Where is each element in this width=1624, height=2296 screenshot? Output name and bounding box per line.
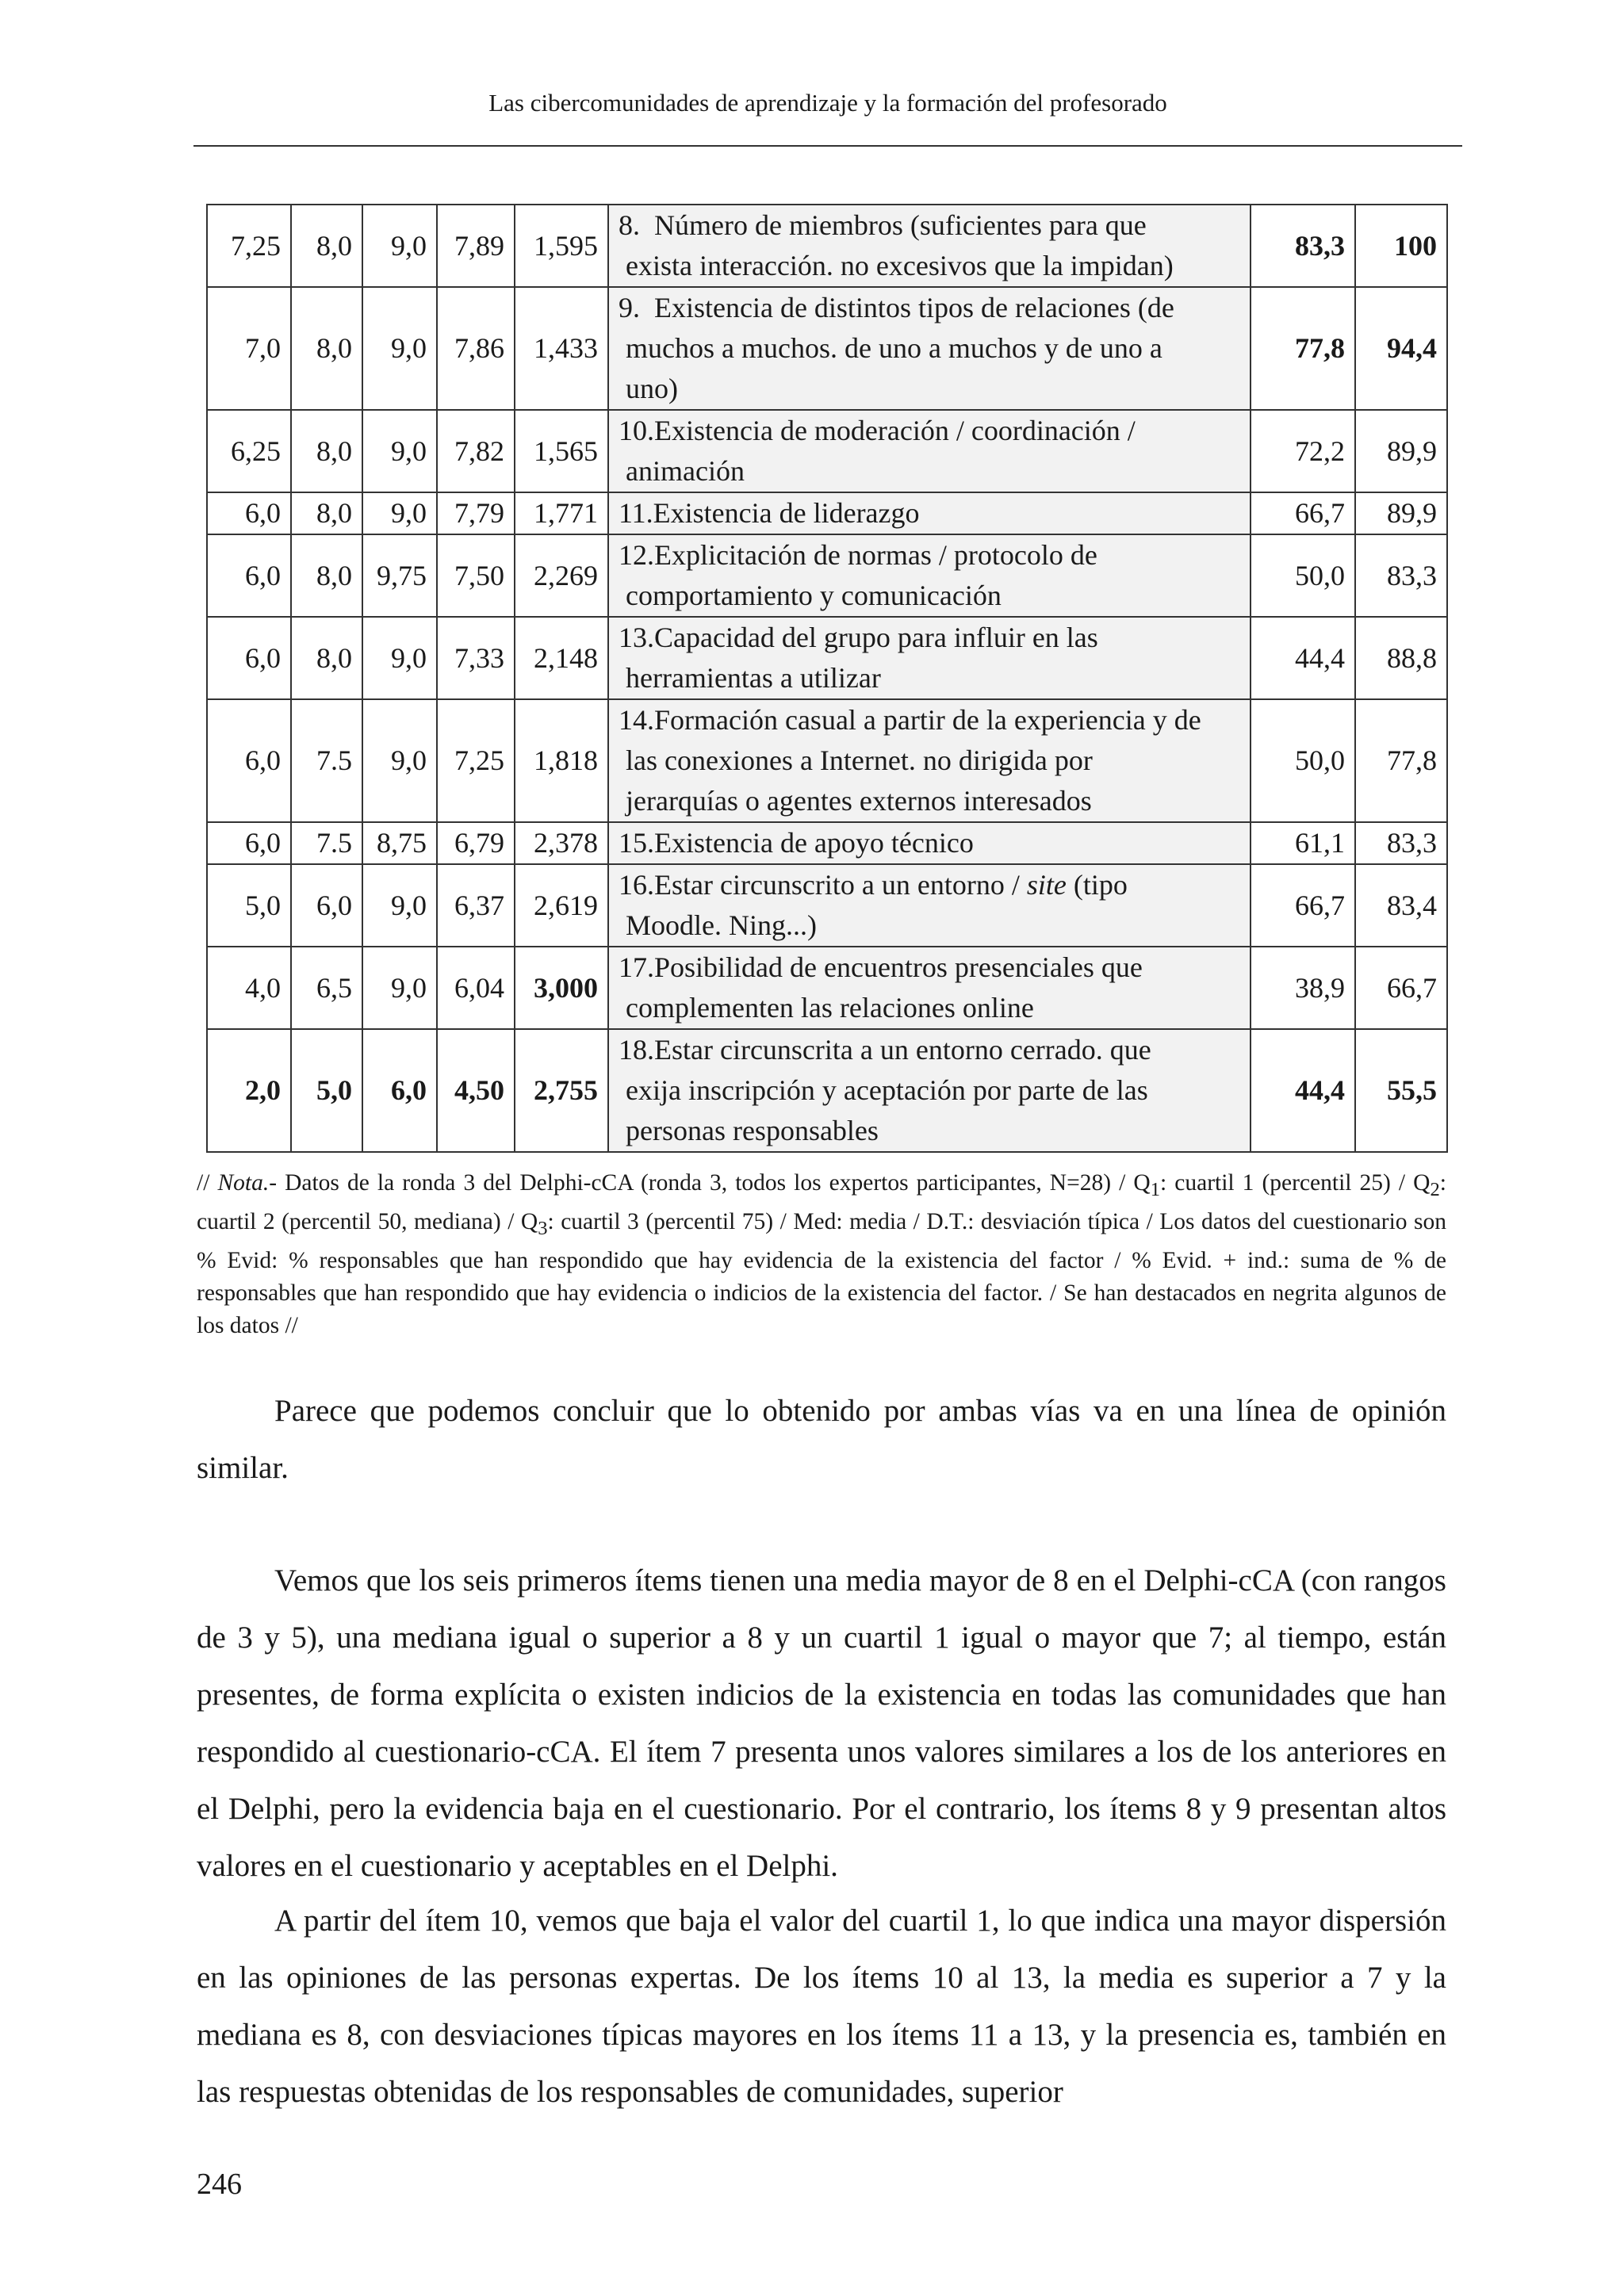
item-line: comportamiento y comunicación — [619, 580, 1002, 611]
paragraph-3: A partir del ítem 10, vemos que baja el valor del cuartil 1, lo que indica una mayor dispersión en las opiniones de las personas expertas. De los ítems 10 al 13, la media es superior a 7 y la mediana es 8, con desviaciones típicas mayores en los ítems 11 a 13, y la presencia es, también en las respuestas obtenidas de los responsables de comunidades, superior — [197, 1904, 1446, 2109]
cell-q1: 6,0 — [207, 492, 291, 534]
cell-item — [608, 1029, 1251, 1152]
item-line: 11.Existencia de liderazgo — [619, 497, 920, 529]
delphi-results-table — [206, 204, 1448, 1153]
cell-evid-ind: 89,9 — [1355, 492, 1447, 534]
cell-evid: 83,3 — [1251, 205, 1355, 287]
cell-q1: 6,0 — [207, 699, 291, 822]
cell-q1: 5,0 — [207, 864, 291, 947]
item-line: 16.Estar circunscrito a un entorno / site (tipo — [619, 869, 1128, 901]
cell-evid-ind: 83,4 — [1355, 864, 1447, 947]
cell-evid-ind: 83,3 — [1355, 534, 1447, 617]
cell-q2: 7.5 — [291, 699, 362, 822]
page-number: 246 — [197, 2168, 242, 2201]
cell-q3: 9,0 — [362, 410, 437, 492]
cell-evid: 44,4 — [1251, 1029, 1355, 1152]
cell-med: 7,25 — [437, 699, 515, 822]
cell-q2: 8,0 — [291, 534, 362, 617]
cell-q2: 8,0 — [291, 287, 362, 410]
header-rule — [193, 145, 1462, 147]
cell-evid: 66,7 — [1251, 864, 1355, 947]
cell-item — [608, 617, 1251, 699]
item-line: jerarquías o agentes externos interesados — [619, 785, 1092, 817]
table-row — [207, 410, 1447, 492]
cell-med: 7,86 — [437, 287, 515, 410]
cell-item — [608, 822, 1251, 864]
cell-evid-ind: 94,4 — [1355, 287, 1447, 410]
cell-dt: 1,771 — [515, 492, 608, 534]
paragraph-1: Parece que podemos concluir que lo obtenido por ambas vías va en una línea de opinión similar. — [197, 1394, 1446, 1485]
item-line: exista interacción. no excesivos que la impidan) — [619, 250, 1174, 281]
cell-dt: 1,818 — [515, 699, 608, 822]
cell-dt: 3,000 — [515, 947, 608, 1029]
cell-q3: 8,75 — [362, 822, 437, 864]
cell-evid-ind: 66,7 — [1355, 947, 1447, 1029]
item-line: 14.Formación casual a partir de la experiencia y de — [619, 704, 1201, 736]
cell-q1: 2,0 — [207, 1029, 291, 1152]
item-line: 18.Estar circunscrita a un entorno cerrado. que — [619, 1034, 1151, 1066]
cell-item — [608, 947, 1251, 1029]
cell-q3: 9,0 — [362, 864, 437, 947]
cell-item — [608, 534, 1251, 617]
cell-q1: 6,0 — [207, 534, 291, 617]
cell-q1: 7,0 — [207, 287, 291, 410]
cell-evid: 38,9 — [1251, 947, 1355, 1029]
item-line: 15.Existencia de apoyo técnico — [619, 827, 974, 859]
cell-q2: 6,5 — [291, 947, 362, 1029]
item-line: 17.Posibilidad de encuentros presenciales que — [619, 951, 1143, 983]
cell-dt: 1,595 — [515, 205, 608, 287]
item-line: las conexiones a Internet. no dirigida por — [619, 744, 1093, 776]
cell-item — [608, 287, 1251, 410]
item-line: 10.Existencia de moderación / coordinación / — [619, 415, 1136, 446]
table-note: // Nota.- Datos de la ronda 3 del Delphi-cCA (ronda 3, todos los expertos participantes, $N=28) / Q_1$: cuartil 1 (percentil $25) / Q_2$: cuartil 2 (percentil 50, mediana) / $Q_3$: cuartil 3 (percentil 75) / Med: media / D.T.: desviación típica / Los datos del cuestionario son % Evid: % responsables que han respondido que hay evidencia de la existencia del factor / % Evid. + ind.: suma de % de responsables que han respondido que hay evidencia o indicios de la existencia del factor. / Se han destacados en negrita algunos de los datos // — [197, 1170, 1446, 1338]
item-line: muchos a muchos. de uno a muchos y de uno a — [619, 332, 1162, 364]
item-line: exija inscripción y aceptación por parte de las — [619, 1074, 1148, 1106]
cell-evid: 77,8 — [1251, 287, 1355, 410]
item-line: Moodle. Ning...) — [619, 909, 817, 941]
cell-q3: 9,0 — [362, 287, 437, 410]
cell-item — [608, 492, 1251, 534]
cell-q3: 9,0 — [362, 492, 437, 534]
cell-dt: 2,755 — [515, 1029, 608, 1152]
cell-item — [608, 205, 1251, 287]
cell-q1: 4,0 — [207, 947, 291, 1029]
cell-item — [608, 864, 1251, 947]
cell-evid: 72,2 — [1251, 410, 1355, 492]
cell-q3: 9,0 — [362, 947, 437, 1029]
table-row — [207, 947, 1447, 1029]
table-row — [207, 699, 1447, 822]
cell-q3: 9,0 — [362, 205, 437, 287]
running-header: Las cibercomunidades de aprendizaje y la formación del profesorado — [488, 89, 1167, 117]
table-row — [207, 287, 1447, 410]
cell-med: 4,50 — [437, 1029, 515, 1152]
cell-item — [608, 699, 1251, 822]
item-line: personas responsables — [619, 1115, 879, 1146]
table-row — [207, 1029, 1447, 1152]
item-line: animación — [619, 455, 745, 487]
cell-dt: 2,619 — [515, 864, 608, 947]
paragraph-2: Vemos que los seis primeros ítems tienen una media mayor de 8 en el Delphi-cCA (con rangos de 3 y 5), una mediana igual o superior a 8 y un cuartil 1 igual o mayor que 7; al tiempo, están presentes, de forma explícita o existen indicios de la existencia en todas las comunidades que han respondido al cuestionario-cCA. El ítem 7 presenta unos valores similares a los de los anteriores en el Delphi, pero la evidencia baja en el cuestionario. Por el contrario, los ítems 8 y 9 presentan altos valores en el cuestionario y aceptables en el Delphi. — [197, 1563, 1446, 1883]
item-line: uno) — [619, 373, 678, 404]
item-line: herramientas a utilizar — [619, 662, 881, 694]
cell-evid-ind: 55,5 — [1355, 1029, 1447, 1152]
cell-q2: 5,0 — [291, 1029, 362, 1152]
note-label: Nota. — [217, 1170, 270, 1196]
table-row — [207, 617, 1447, 699]
table-row — [207, 205, 1447, 287]
table-row — [207, 492, 1447, 534]
cell-evid: 44,4 — [1251, 617, 1355, 699]
cell-evid: 50,0 — [1251, 534, 1355, 617]
cell-evid: 61,1 — [1251, 822, 1355, 864]
cell-med: 7,79 — [437, 492, 515, 534]
cell-q2: 8,0 — [291, 492, 362, 534]
cell-med: 7,50 — [437, 534, 515, 617]
cell-q1: 6,0 — [207, 617, 291, 699]
item-line: complementen las relaciones online — [619, 992, 1034, 1024]
cell-evid: 50,0 — [1251, 699, 1355, 822]
cell-evid-ind: 100 — [1355, 205, 1447, 287]
cell-q3: 9,0 — [362, 617, 437, 699]
cell-med: 6,79 — [437, 822, 515, 864]
item-line: 8. Número de miembros (suficientes para que — [619, 209, 1147, 241]
cell-dt: 2,269 — [515, 534, 608, 617]
cell-dt: 2,378 — [515, 822, 608, 864]
cell-med: 6,37 — [437, 864, 515, 947]
item-line: 9. Existencia de distintos tipos de relaciones (de — [619, 292, 1174, 323]
cell-med: 7,89 — [437, 205, 515, 287]
cell-q2: 7.5 — [291, 822, 362, 864]
cell-evid-ind: 89,9 — [1355, 410, 1447, 492]
cell-evid: 66,7 — [1251, 492, 1355, 534]
cell-q3: 9,75 — [362, 534, 437, 617]
cell-dt: 1,433 — [515, 287, 608, 410]
cell-med: 7,82 — [437, 410, 515, 492]
table-row — [207, 822, 1447, 864]
table-row — [207, 864, 1447, 947]
cell-q2: 8,0 — [291, 205, 362, 287]
cell-dt: 1,565 — [515, 410, 608, 492]
cell-evid-ind: 83,3 — [1355, 822, 1447, 864]
cell-q3: 9,0 — [362, 699, 437, 822]
item-line: 12.Explicitación de normas / protocolo de — [619, 539, 1097, 571]
cell-q1: 6,25 — [207, 410, 291, 492]
cell-med: 6,04 — [437, 947, 515, 1029]
item-line: 13.Capacidad del grupo para influir en las — [619, 622, 1098, 653]
cell-evid-ind: 77,8 — [1355, 699, 1447, 822]
cell-q2: 8,0 — [291, 617, 362, 699]
cell-item — [608, 410, 1251, 492]
cell-dt: 2,148 — [515, 617, 608, 699]
cell-q1: 6,0 — [207, 822, 291, 864]
cell-q2: 6,0 — [291, 864, 362, 947]
cell-evid-ind: 88,8 — [1355, 617, 1447, 699]
table-row — [207, 534, 1447, 617]
cell-q1: 7,25 — [207, 205, 291, 287]
cell-q3: 6,0 — [362, 1029, 437, 1152]
cell-med: 7,33 — [437, 617, 515, 699]
cell-q2: 8,0 — [291, 410, 362, 492]
